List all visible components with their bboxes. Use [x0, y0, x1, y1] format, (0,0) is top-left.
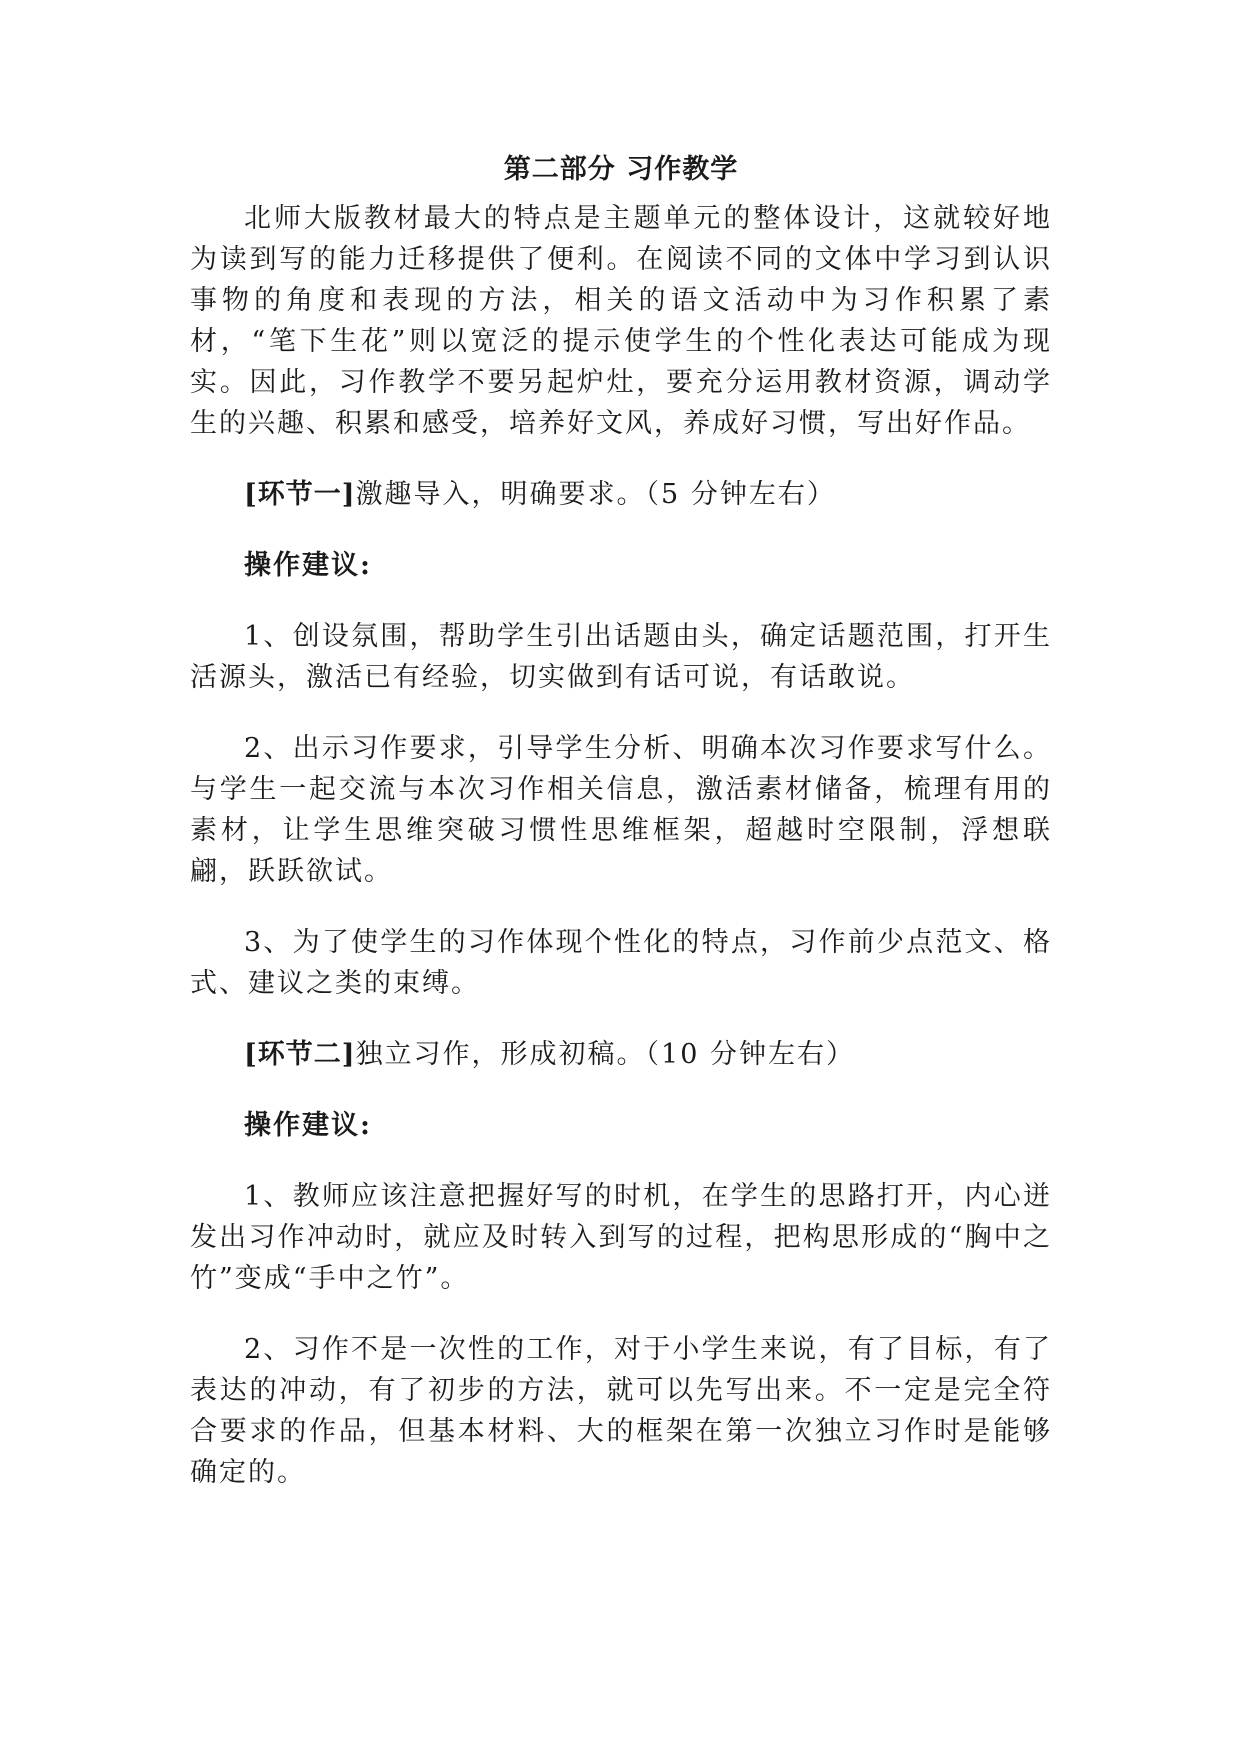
- document-page: [190, 148, 1052, 1493]
- step1-item-3: 3、为了使学生的习作体现个性化的特点，习作前少点范文、格式、建议之类的束缚。: [190, 927, 1052, 999]
- step1-heading: [190, 474, 1052, 515]
- step1-operation-label: 操作建议:: [244, 550, 372, 581]
- section-title: 第二部分 习作教学: [503, 154, 739, 185]
- step2-heading: [190, 1034, 1052, 1075]
- step2-item-1: 1、教师应该注意把握好写的时机，在学生的思路打开，内心迸发出习作冲动时，就应及时转入到写的过程，把构思形成的“胸中之竹”变成“手中之竹”。: [190, 1181, 1052, 1294]
- intro-paragraph: 北师大版教材最大的特点是主题单元的整体设计，这就较好地为读到写的能力迁移提供了便利。在阅读不同的文体中学习到认识事物的角度和表现的方法，相关的语文活动中为习作积累了素材，“笔下生花”则以宽泛的提示使学生的个性化表达可能成为现实。因此，习作教学不要另起炉灶，要充分运用教材资源，调动学生的兴趣、积累和感受，培养好文风，养成好习惯，写出好作品。: [190, 203, 1052, 439]
- step1-item-1: 1、创设氛围，帮助学生引出话题由头，确定话题范围，打开生活源头，激活已有经验，切实做到有话可说，有话敢说。: [190, 621, 1052, 693]
- step1-item-2: 2、出示习作要求，引导学生分析、明确本次习作要求写什么。与学生一起交流与本次习作相关信息，激活素材储备，梳理有用的素材，让学生思维突破习惯性思维框架，超越时空限制，浮想联翩，跃跃欲试。: [190, 733, 1052, 887]
- step2-operation-label: 操作建议:: [244, 1110, 372, 1141]
- step1-label: [环节一]: [244, 479, 356, 510]
- step2-label: [环节二]: [244, 1039, 356, 1070]
- step2-item-2: 2、习作不是一次性的工作，对于小学生来说，有了目标，有了表达的冲动，有了初步的方法，就可以先写出来。不一定是完全符合要求的作品，但基本材料、大的框架在第一次独立习作时是能够确定的。: [190, 1334, 1052, 1488]
- step2-text: 独立习作，形成初稿。（10 分钟左右）: [355, 1039, 856, 1070]
- step1-text: 激趣导入，明确要求。（5 分钟左右）: [355, 479, 836, 510]
